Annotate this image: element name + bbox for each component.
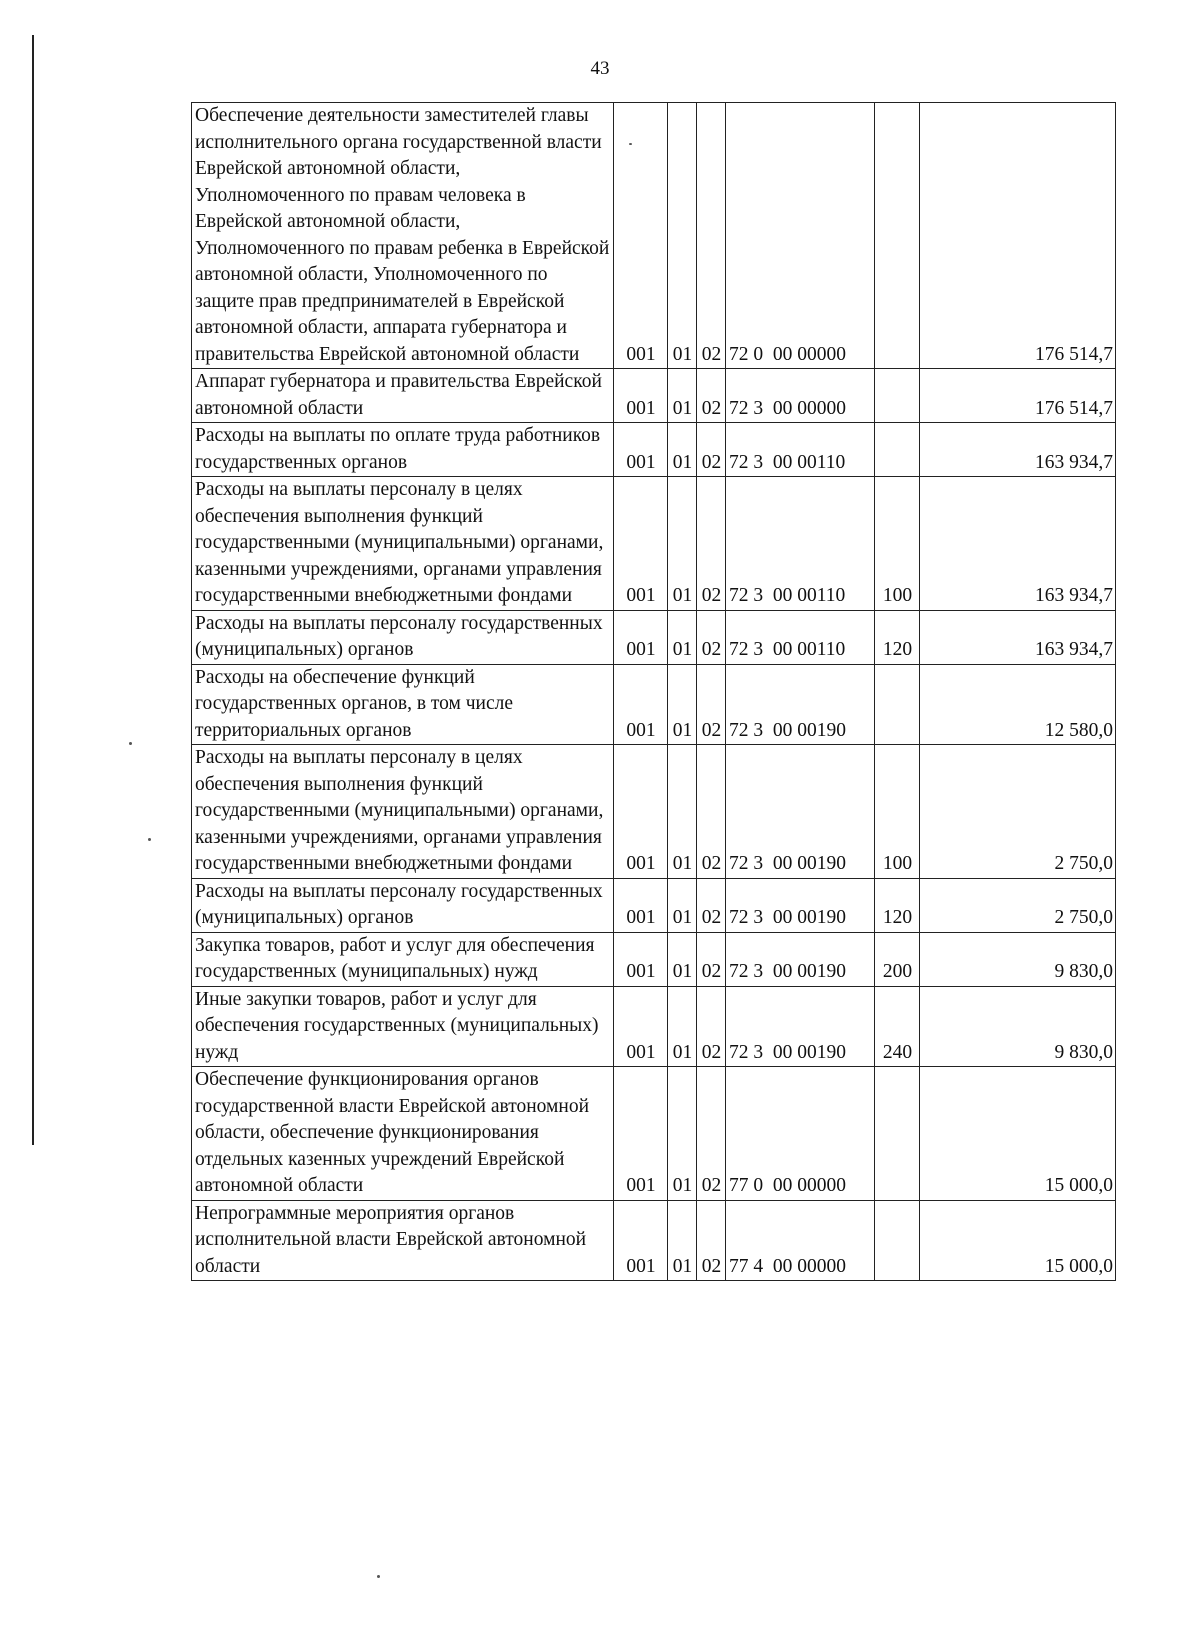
subsection-code: 02: [697, 103, 726, 369]
amount: 176 514,7: [920, 369, 1116, 423]
section-code: 01: [668, 878, 697, 932]
ministry-code: 001: [614, 103, 668, 369]
budget-table: [191, 102, 1116, 1281]
amount: 163 934,7: [920, 477, 1116, 611]
section-code: 01: [668, 423, 697, 477]
row-name: Обеспечение деятельности заместителей главы исполнительного органа государственной власти Еврейской автономной области, Уполномоченного по правам человека в Еврейской автономной области, Уполномоченного по правам ребенка в Еврейской автономной области, Уполномоченного по защите прав предпринимателей в Еврейской автономной области, аппарата губернатора и правительства Еврейской автономной области: [192, 103, 614, 369]
expense-type-code: [875, 1200, 920, 1281]
ministry-code: 001: [614, 610, 668, 664]
ministry-code: 001: [614, 1067, 668, 1201]
ministry-code: 001: [614, 664, 668, 745]
expense-type-code: 120: [875, 878, 920, 932]
section-code: 01: [668, 103, 697, 369]
expense-type-code: [875, 369, 920, 423]
table-row: [192, 878, 1116, 932]
table-row: [192, 932, 1116, 986]
expense-type-code: [875, 423, 920, 477]
left-margin-line: [32, 35, 34, 1145]
amount: 163 934,7: [920, 423, 1116, 477]
ministry-code: 001: [614, 986, 668, 1067]
expense-type-code: 240: [875, 986, 920, 1067]
row-name: Непрограммные мероприятия органов исполнительной власти Еврейской автономной области: [192, 1200, 614, 1281]
scan-speck: [129, 742, 132, 745]
target-article-code: 72 3 00 00190: [726, 878, 875, 932]
section-code: 01: [668, 610, 697, 664]
ministry-code: 001: [614, 477, 668, 611]
table-row: [192, 664, 1116, 745]
row-name: Расходы на обеспечение функций государственных органов, в том числе территориальных органов: [192, 664, 614, 745]
row-name: Иные закупки товаров, работ и услуг для обеспечения государственных (муниципальных) нужд: [192, 986, 614, 1067]
amount: 163 934,7: [920, 610, 1116, 664]
ministry-code: 001: [614, 745, 668, 879]
row-name: Закупка товаров, работ и услуг для обеспечения государственных (муниципальных) нужд: [192, 932, 614, 986]
section-code: 01: [668, 1200, 697, 1281]
scan-speck: [377, 1575, 380, 1578]
row-name: Расходы на выплаты по оплате труда работников государственных органов: [192, 423, 614, 477]
page-number: 43: [590, 58, 610, 79]
table-row: [192, 477, 1116, 611]
section-code: 01: [668, 1067, 697, 1201]
target-article-code: 72 3 00 00110: [726, 477, 875, 611]
ministry-code: 001: [614, 1200, 668, 1281]
amount: 2 750,0: [920, 878, 1116, 932]
table-row: [192, 423, 1116, 477]
amount: 12 580,0: [920, 664, 1116, 745]
target-article-code: 77 4 00 00000: [726, 1200, 875, 1281]
target-article-code: 72 3 00 00190: [726, 986, 875, 1067]
subsection-code: 02: [697, 1067, 726, 1201]
target-article-code: 72 3 00 00110: [726, 610, 875, 664]
subsection-code: 02: [697, 878, 726, 932]
subsection-code: 02: [697, 932, 726, 986]
row-name: Аппарат губернатора и правительства Еврейской автономной области: [192, 369, 614, 423]
amount: 15 000,0: [920, 1200, 1116, 1281]
scan-speck: [148, 838, 151, 841]
table-row: [192, 1200, 1116, 1281]
amount: 176 514,7: [920, 103, 1116, 369]
ministry-code: 001: [614, 932, 668, 986]
target-article-code: 72 3 00 00190: [726, 932, 875, 986]
table-row: [192, 1067, 1116, 1201]
row-name: Расходы на выплаты персоналу государственных (муниципальных) органов: [192, 878, 614, 932]
target-article-code: 72 3 00 00190: [726, 664, 875, 745]
section-code: 01: [668, 477, 697, 611]
target-article-code: 77 0 00 00000: [726, 1067, 875, 1201]
target-article-code: 72 3 00 00000: [726, 369, 875, 423]
row-name: Расходы на выплаты персоналу в целях обеспечения выполнения функций государственными (муниципальными) органами, казенными учреждениями, органами управления государственными внебюджетными фондами: [192, 477, 614, 611]
section-code: 01: [668, 745, 697, 879]
amount: 2 750,0: [920, 745, 1116, 879]
expense-type-code: [875, 664, 920, 745]
expense-type-code: 100: [875, 477, 920, 611]
table-row: [192, 103, 1116, 369]
subsection-code: 02: [697, 423, 726, 477]
table-row: [192, 369, 1116, 423]
target-article-code: 72 3 00 00190: [726, 745, 875, 879]
row-name: Расходы на выплаты персоналу государственных (муниципальных) органов: [192, 610, 614, 664]
row-name: Обеспечение функционирования органов государственной власти Еврейской автономной области, обеспечение функционирования отдельных казенных учреждений Еврейской автономной области: [192, 1067, 614, 1201]
table-row: [192, 610, 1116, 664]
table-row: [192, 745, 1116, 879]
expense-type-code: 120: [875, 610, 920, 664]
amount: 9 830,0: [920, 932, 1116, 986]
amount: 15 000,0: [920, 1067, 1116, 1201]
subsection-code: 02: [697, 664, 726, 745]
expense-type-code: [875, 1067, 920, 1201]
scan-speck: [629, 143, 632, 145]
section-code: 01: [668, 986, 697, 1067]
section-code: 01: [668, 932, 697, 986]
expense-type-code: [875, 103, 920, 369]
section-code: 01: [668, 664, 697, 745]
section-code: 01: [668, 369, 697, 423]
ministry-code: 001: [614, 423, 668, 477]
subsection-code: 02: [697, 477, 726, 611]
ministry-code: 001: [614, 878, 668, 932]
subsection-code: 02: [697, 610, 726, 664]
expense-type-code: 100: [875, 745, 920, 879]
target-article-code: 72 3 00 00110: [726, 423, 875, 477]
budget-table-body: [192, 103, 1116, 1281]
subsection-code: 02: [697, 745, 726, 879]
amount: 9 830,0: [920, 986, 1116, 1067]
row-name: Расходы на выплаты персоналу в целях обеспечения выполнения функций государственными (муниципальными) органами, казенными учреждениями, органами управления государственными внебюджетными фондами: [192, 745, 614, 879]
subsection-code: 02: [697, 369, 726, 423]
table-row: [192, 986, 1116, 1067]
target-article-code: 72 0 00 00000: [726, 103, 875, 369]
expense-type-code: 200: [875, 932, 920, 986]
ministry-code: 001: [614, 369, 668, 423]
subsection-code: 02: [697, 986, 726, 1067]
subsection-code: 02: [697, 1200, 726, 1281]
